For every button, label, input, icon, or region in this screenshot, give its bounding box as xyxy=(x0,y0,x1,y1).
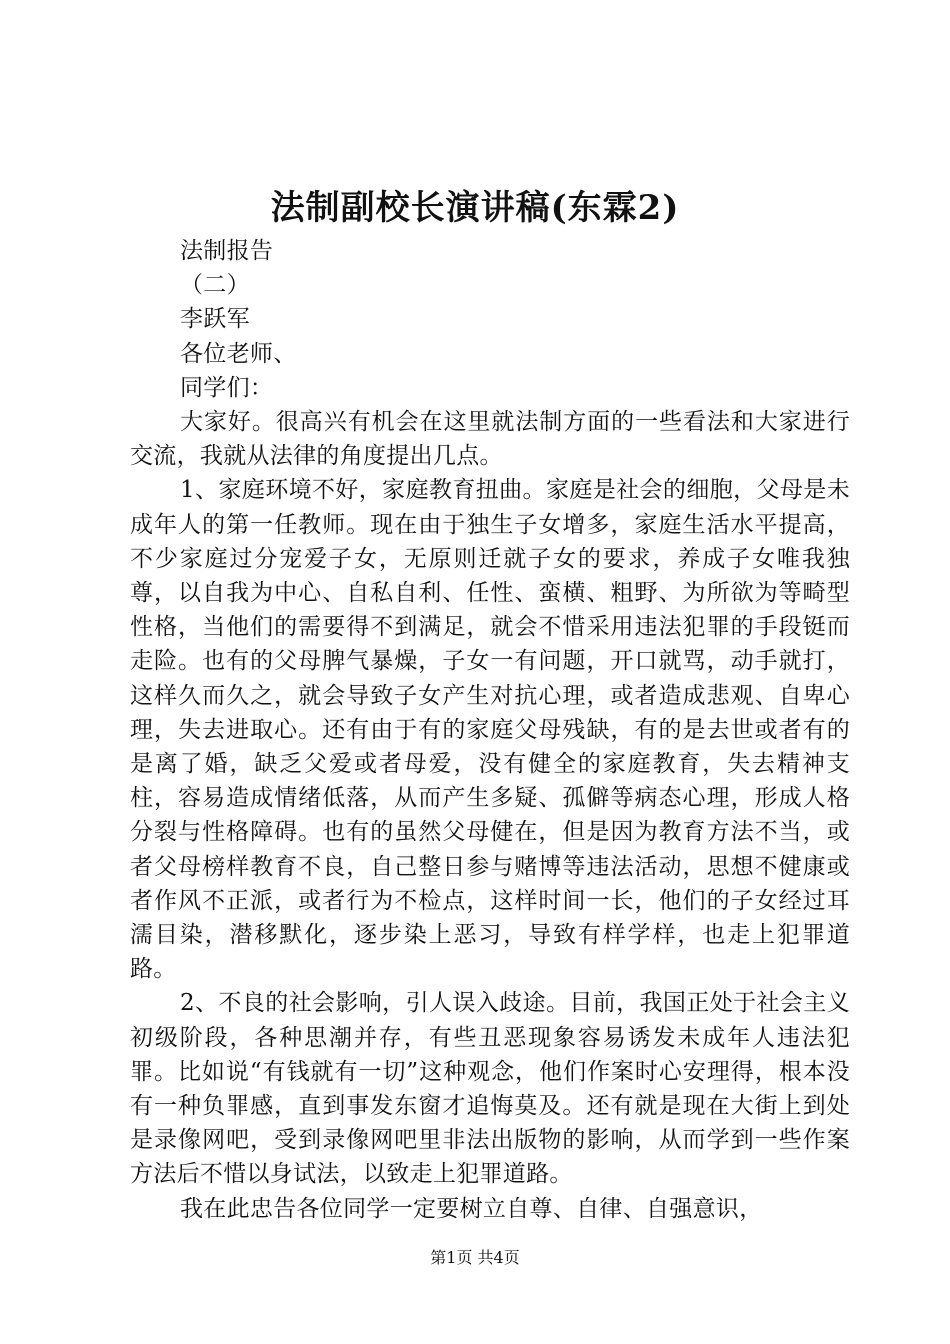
paragraph-advice: 我在此忠告各位同学一定要树立自尊、自律、自强意识， xyxy=(180,1195,763,1222)
page-footer: 第1页 共4页 xyxy=(430,1248,520,1267)
paragraph-point-1: 1、家庭环境不好，家庭教育扭曲。家庭是社会的细胞，父母是未成年人的第一任教师。现在由于独生子女增多，家庭生活水平提高，不少家庭过分宠爱子女，无原则迁就子女的要求，养成子女唯我独尊，以自我为中心、自私自利、任性、蛮横、粗野、为所欲为等畸型性格，当他们的需要得不到满足，就会不惜采用违法犯罪的手段铤而走险。也有的父母脾气暴燥，子女一有问题，开口就骂，动手就打，这样久而久之，就会导致子女产生对抗心理，或者造成悲观、自卑心理，失去进取心。还有由于有的家庭父母残缺，有的是去世或者有的是离了婚，缺乏父爱或者母爱，没有健全的家庭教育，失去精神支柱，容易造成情绪低落，从而产生多疑、孤僻等病态心理，形成人格分裂与性格障碍。也有的虽然父母健在，但是因为教育方法不当，或者父母榜样教育不良，自己整日参与赌博等违法活动，思想不健康或者作风不正派，或者行为不检点，这样时间一长，他们的子女经过耳濡目染，潜移默化，逐步染上恶习，导致有样学样，也走上犯罪道路。 xyxy=(130,477,850,983)
paragraph-intro: 大家好。很高兴有机会在这里就法制方面的一些看法和大家进行交流，我就从法律的角度提出几点。 xyxy=(130,409,850,470)
document-title: 法制副校长演讲稿(东霖2) xyxy=(270,188,680,228)
paragraph-point-2: 2、不良的社会影响，引人误入歧途。目前，我国正处于社会主义初级阶段，各种思潮并存，有些丑恶现象容易诱发未成年人违法犯罪。比如说“有钱就有一切”这种观念，他们作案时心安理得，根本没有一种负罪感，直到事发东窗才追悔莫及。还有就是现在大街上到处是录像网吧，受到录像网吧里非法出版物的影响，从而学到一些作案方法后不惜以身试法，以致走上犯罪道路。 xyxy=(130,990,850,1188)
header-line-author: 李跃军 xyxy=(180,306,250,333)
header-line-greeting-students: 同学们： xyxy=(180,374,274,401)
document-body xyxy=(130,234,850,1226)
header-line-report: 法制报告 xyxy=(180,238,274,264)
header-line-part: （二） xyxy=(180,272,250,299)
header-line-greeting-teachers: 各位老师、 xyxy=(180,340,297,367)
